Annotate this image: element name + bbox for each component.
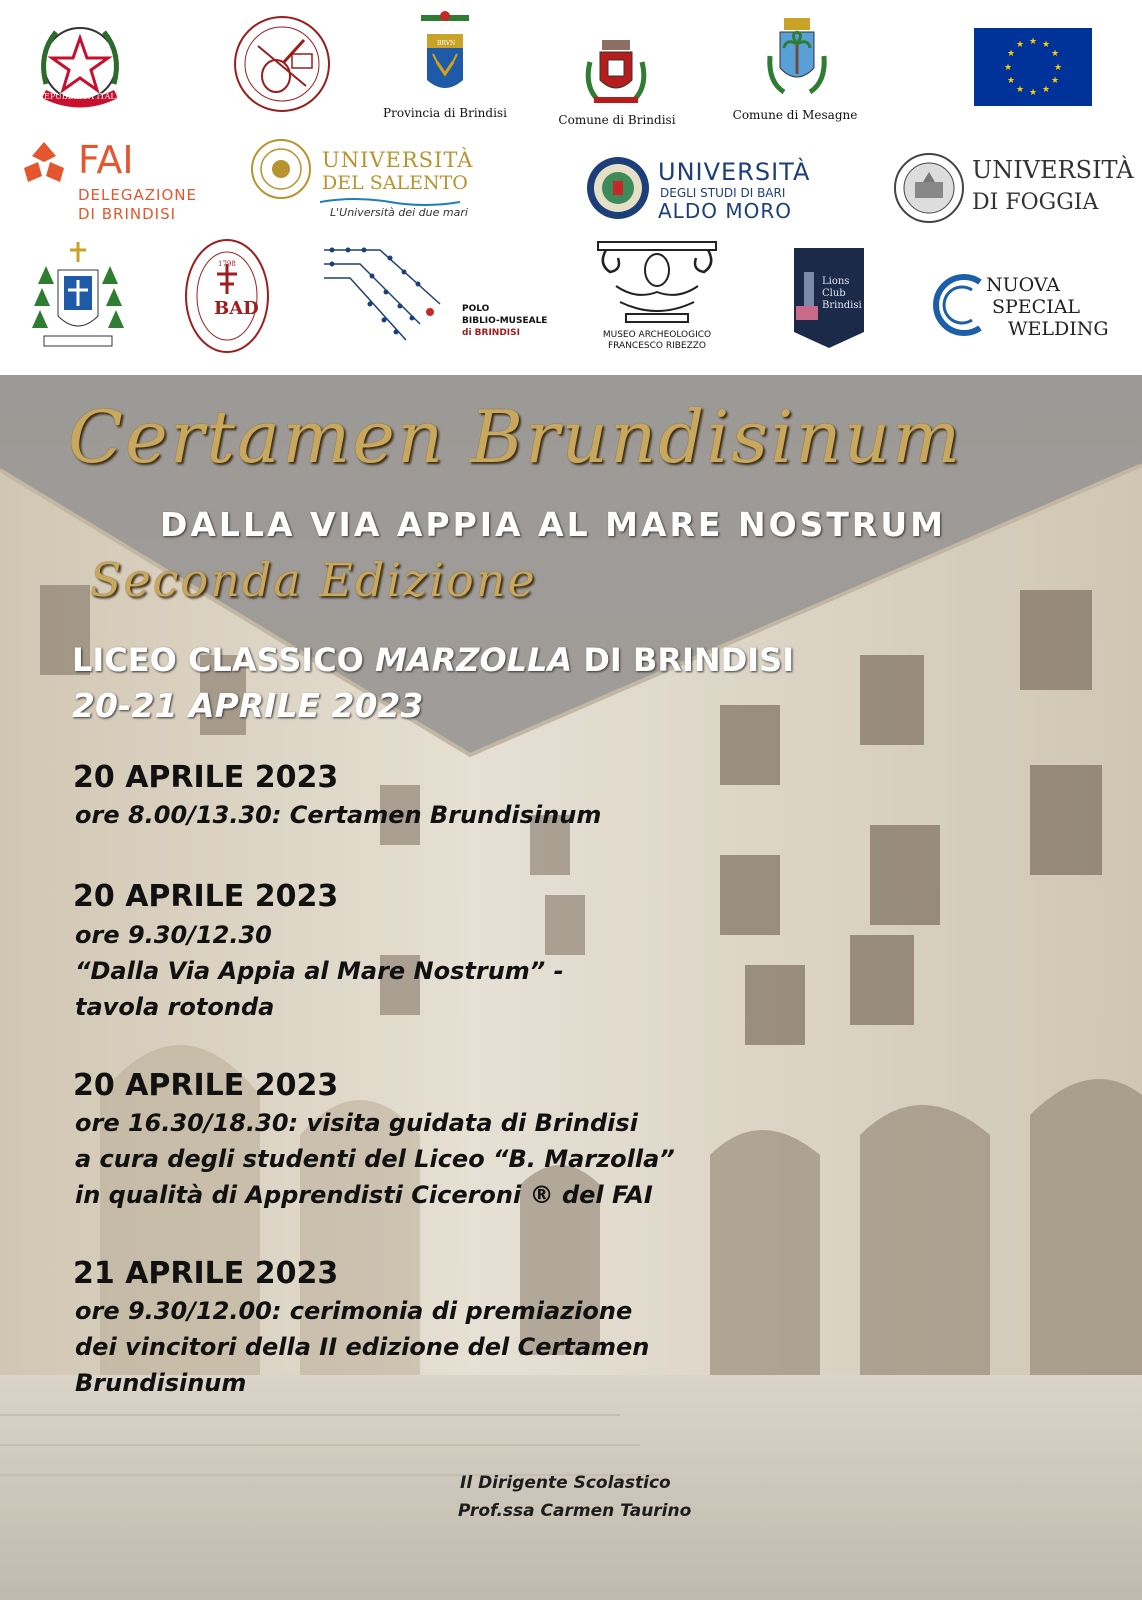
school-name: MARZOLLA [375, 641, 573, 679]
provincia-caption: Provincia di Brindisi [383, 106, 507, 120]
unifoggia-seal-icon [893, 152, 965, 224]
unibari-line3: ALDO MORO [658, 199, 792, 223]
italian-republic-emblem-icon [30, 14, 138, 114]
eu-flag-icon [974, 28, 1092, 106]
lions-line1: Lions [822, 276, 850, 287]
comune-brindisi-caption: Comune di Brindisi [558, 113, 676, 127]
fai-logo-icon [20, 140, 68, 188]
event-subtitle: DALLA VIA APPIA AL MARE NOSTRUM [160, 505, 946, 544]
svg-text:★: ★ [1015, 85, 1025, 95]
polo-line3: di BRINDISI [462, 328, 520, 338]
brindisi-crest-icon [584, 36, 648, 108]
lions-line3: Brindisi [822, 300, 862, 311]
svg-text:★: ★ [1041, 85, 1051, 95]
unifoggia-line2: DI FOGGIA [972, 190, 1099, 215]
polo-biblio-museale-icon [320, 244, 450, 344]
province-shield-text: BRVN [437, 40, 456, 47]
event-2-date: 20 APRILE 2023 [73, 879, 339, 914]
event-3-line-2: a cura degli studenti del Liceo “B. Marzolla” [75, 1145, 675, 1173]
unisalento-line1: UNIVERSITÀ [322, 148, 474, 172]
svg-text:★: ★ [1053, 63, 1063, 73]
school-prefix: LICEO CLASSICO [72, 641, 376, 679]
event-2-line-3: tavola rotonda [75, 993, 275, 1021]
lions-club-pennant-icon [792, 246, 866, 350]
svg-text:★: ★ [1028, 88, 1038, 98]
event-1-line-1: ore 8.00/13.30: Certamen Brundisinum [75, 801, 602, 829]
unisalento-tagline: L'Università dei due mari [330, 206, 468, 219]
unisalento-seal-icon [250, 138, 312, 200]
lions-line2: Club [822, 288, 846, 299]
unisalento-wave-icon [320, 196, 460, 206]
event-2-line-1: ore 9.30/12.30 [75, 921, 272, 949]
event-3-line-3: in qualità di Apprendisti Ciceroni ® del FAI [75, 1181, 653, 1209]
signature-role: Il Dirigente Scolastico [460, 1473, 671, 1493]
bad-initials: BAD [214, 298, 259, 319]
fai-line1: DELEGAZIONE [78, 186, 197, 204]
polo-line1: POLO [462, 304, 490, 314]
nsw-line1: NUOVA [986, 274, 1061, 296]
svg-text:★: ★ [1003, 63, 1013, 73]
violin-music-seal-icon [232, 14, 332, 114]
event-1-date: 20 APRILE 2023 [73, 760, 339, 795]
svg-text:★: ★ [1006, 49, 1016, 59]
edition-label: Seconda Edizione [90, 553, 537, 607]
school-line [72, 641, 794, 679]
mesagne-crest-icon [764, 16, 830, 102]
svg-text:★: ★ [1050, 49, 1060, 59]
courtyard-photo-panel [0, 375, 1142, 1600]
nuova-special-welding-icon [928, 272, 988, 338]
republic-ribbon-text: REPUBBLICA ITALIANA [38, 92, 138, 101]
unifoggia-line1: UNIVERSITÀ [972, 156, 1134, 184]
sponsor-logo-strip [0, 0, 1142, 375]
event-4-line-3: Brundisinum [75, 1369, 247, 1397]
province-crest-icon [415, 10, 475, 102]
museo-line1: MUSEO ARCHEOLOGICO [602, 330, 712, 340]
event-4-date: 21 APRILE 2023 [73, 1256, 339, 1291]
signature-name: Prof.ssa Carmen Taurino [458, 1501, 692, 1521]
event-3-line-1: ore 16.30/18.30: visita guidata di Brindisi [75, 1109, 638, 1137]
event-4-line-1: ore 9.30/12.00: cerimonia di premiazione [75, 1297, 633, 1325]
biblioteca-annibale-de-leo-seal-icon [184, 238, 270, 354]
svg-text:★: ★ [1028, 37, 1038, 47]
svg-text:★: ★ [1050, 76, 1060, 86]
archdiocese-coat-of-arms-icon [30, 240, 126, 354]
unibari-line1: UNIVERSITÀ [658, 158, 811, 186]
polo-line2: BIBLIO-MUSEALE [462, 316, 548, 326]
museo-capital-icon [596, 240, 718, 326]
svg-text:★: ★ [1041, 40, 1051, 50]
event-dates: 20-21 APRILE 2023 [72, 686, 424, 725]
unibari-line2: DEGLI STUDI DI BARI [660, 186, 786, 200]
comune-mesagne-caption: Comune di Mesagne [732, 108, 858, 122]
school-suffix: DI BRINDISI [572, 641, 795, 679]
event-3-date: 20 APRILE 2023 [73, 1068, 339, 1103]
bad-year: 1798 [218, 260, 236, 268]
event-4-line-2: dei vincitori della II edizione del Certamen [75, 1333, 650, 1361]
event-2-line-2: “Dalla Via Appia al Mare Nostrum” - [75, 957, 564, 985]
nsw-line2: SPECIAL [992, 296, 1081, 318]
svg-text:★: ★ [1015, 40, 1025, 50]
event-title: Certamen Brundisinum [68, 395, 963, 479]
unibari-seal-icon [585, 155, 651, 221]
fai-line2: DI BRINDISI [78, 205, 177, 223]
nsw-line3: WELDING [1008, 318, 1109, 340]
svg-text:★: ★ [1006, 76, 1016, 86]
museo-line2: FRANCESCO RIBEZZO [607, 341, 707, 351]
unisalento-line2: DEL SALENTO [322, 172, 468, 194]
fai-name: FAI [78, 138, 134, 182]
